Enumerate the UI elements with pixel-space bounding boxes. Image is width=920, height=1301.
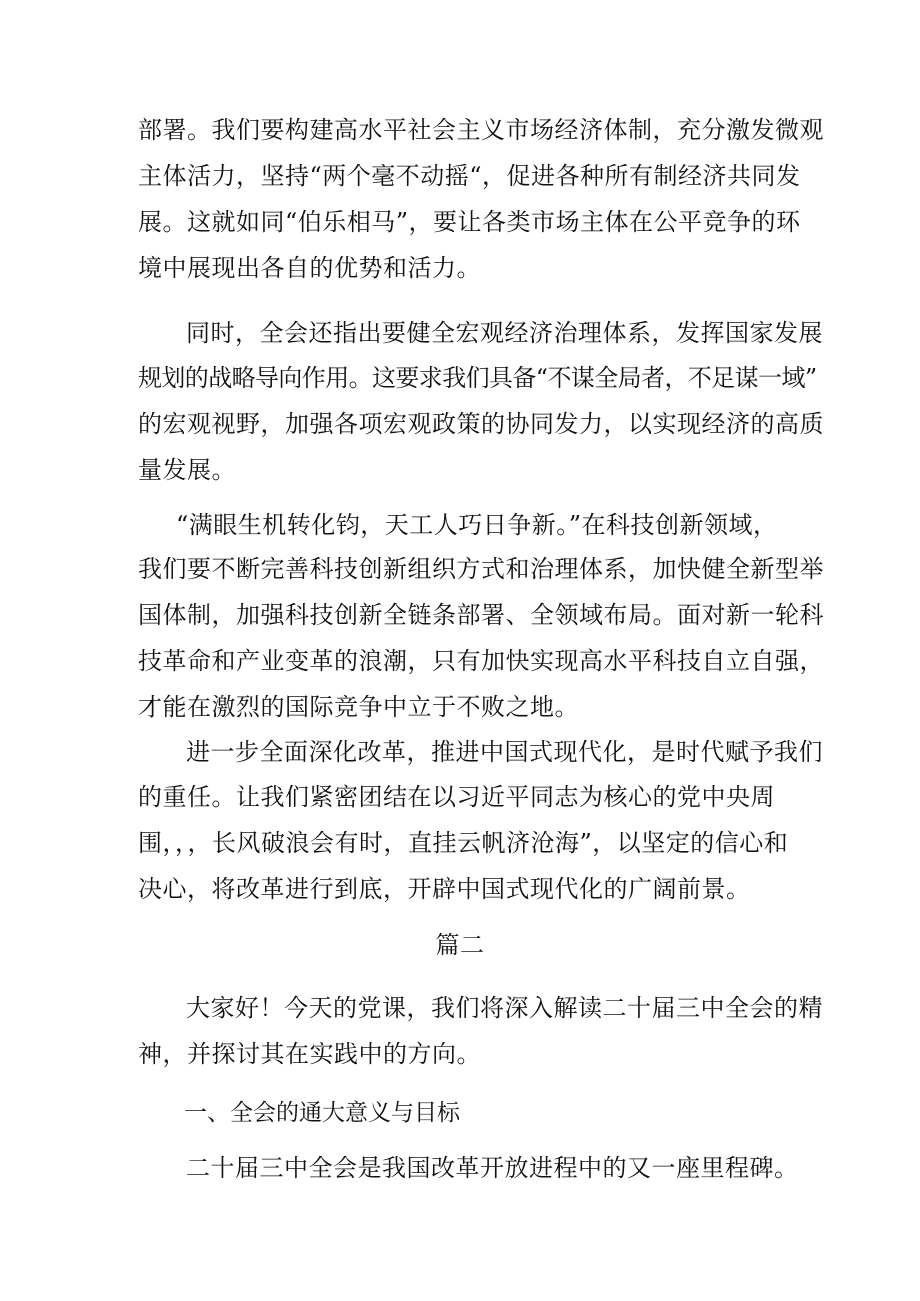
paragraph-line: 的宏观视野，加强各项宏观政策的协同发力，以实现经济的高质 bbox=[138, 410, 824, 438]
paragraph-line: “满眼生机转化钧，天工人巧日争新。”在科技创新领域， bbox=[176, 511, 778, 539]
paragraph-line: 展。这就如同“伯乐相马”，要让各类市场主体在公平竞争的环 bbox=[138, 208, 801, 236]
paragraph-line: 围，，，长风破浪会有时，直挂云帆济沧海”，以坚定的信心和 bbox=[138, 829, 789, 857]
paragraph-line: 部署。我们要构建高水平社会主义市场经济体制，充分激发微观 bbox=[138, 116, 824, 144]
paragraph-line: 进一步全面深化改革，推进中国式现代化，是时代赋予我们 bbox=[186, 738, 823, 766]
paragraph-line: 主体活力，坚持“两个毫不动摇“，促进各种所有制经济共同发 bbox=[138, 162, 801, 190]
paragraph-line: 神，并探讨其在实践中的方向。 bbox=[138, 1040, 481, 1068]
paragraph-line: 技革命和产业变革的浪潮，只有加快实现高水平科技自立自强， bbox=[138, 647, 824, 675]
paragraph-line: 规划的战略导向作用。这要求我们具备“不谋全局者，不足谋一域” bbox=[138, 364, 817, 392]
paragraph-line: 量发展。 bbox=[138, 456, 236, 484]
heading-1: 一、全会的通大意义与目标 bbox=[184, 1100, 460, 1126]
paragraph-line: 我们要不断完善科技创新组织方式和治理体系，加快健全新型举 bbox=[138, 555, 824, 583]
section-title: 篇二 bbox=[435, 931, 485, 959]
paragraph-line: 才能在激烈的国际竞争中立于不败之地。 bbox=[138, 693, 579, 721]
paragraph-line: 大家好！今天的党课，我们将深入解读二十届三中全会的精 bbox=[186, 994, 823, 1022]
paragraph-line: 的重任。让我们紧密团结在以习近平同志为核心的党中央周 bbox=[138, 783, 775, 811]
paragraph-line: 国体制，加强科技创新全链条部署、全领域布局。面对新一轮科 bbox=[138, 601, 824, 629]
paragraph-line: 决心，将改革进行到底，开辟中国式现代化的广阔前景。 bbox=[138, 875, 751, 903]
paragraph-line: 同时，全会还指出要健全宏观经济治理体系，发挥国家发展 bbox=[186, 319, 823, 347]
paragraph-line: 二十届三中全会是我国改革开放进程中的又一座里程碑。 bbox=[186, 1154, 799, 1182]
paragraph-line: 境中展现出各自的优势和活力。 bbox=[138, 254, 481, 282]
